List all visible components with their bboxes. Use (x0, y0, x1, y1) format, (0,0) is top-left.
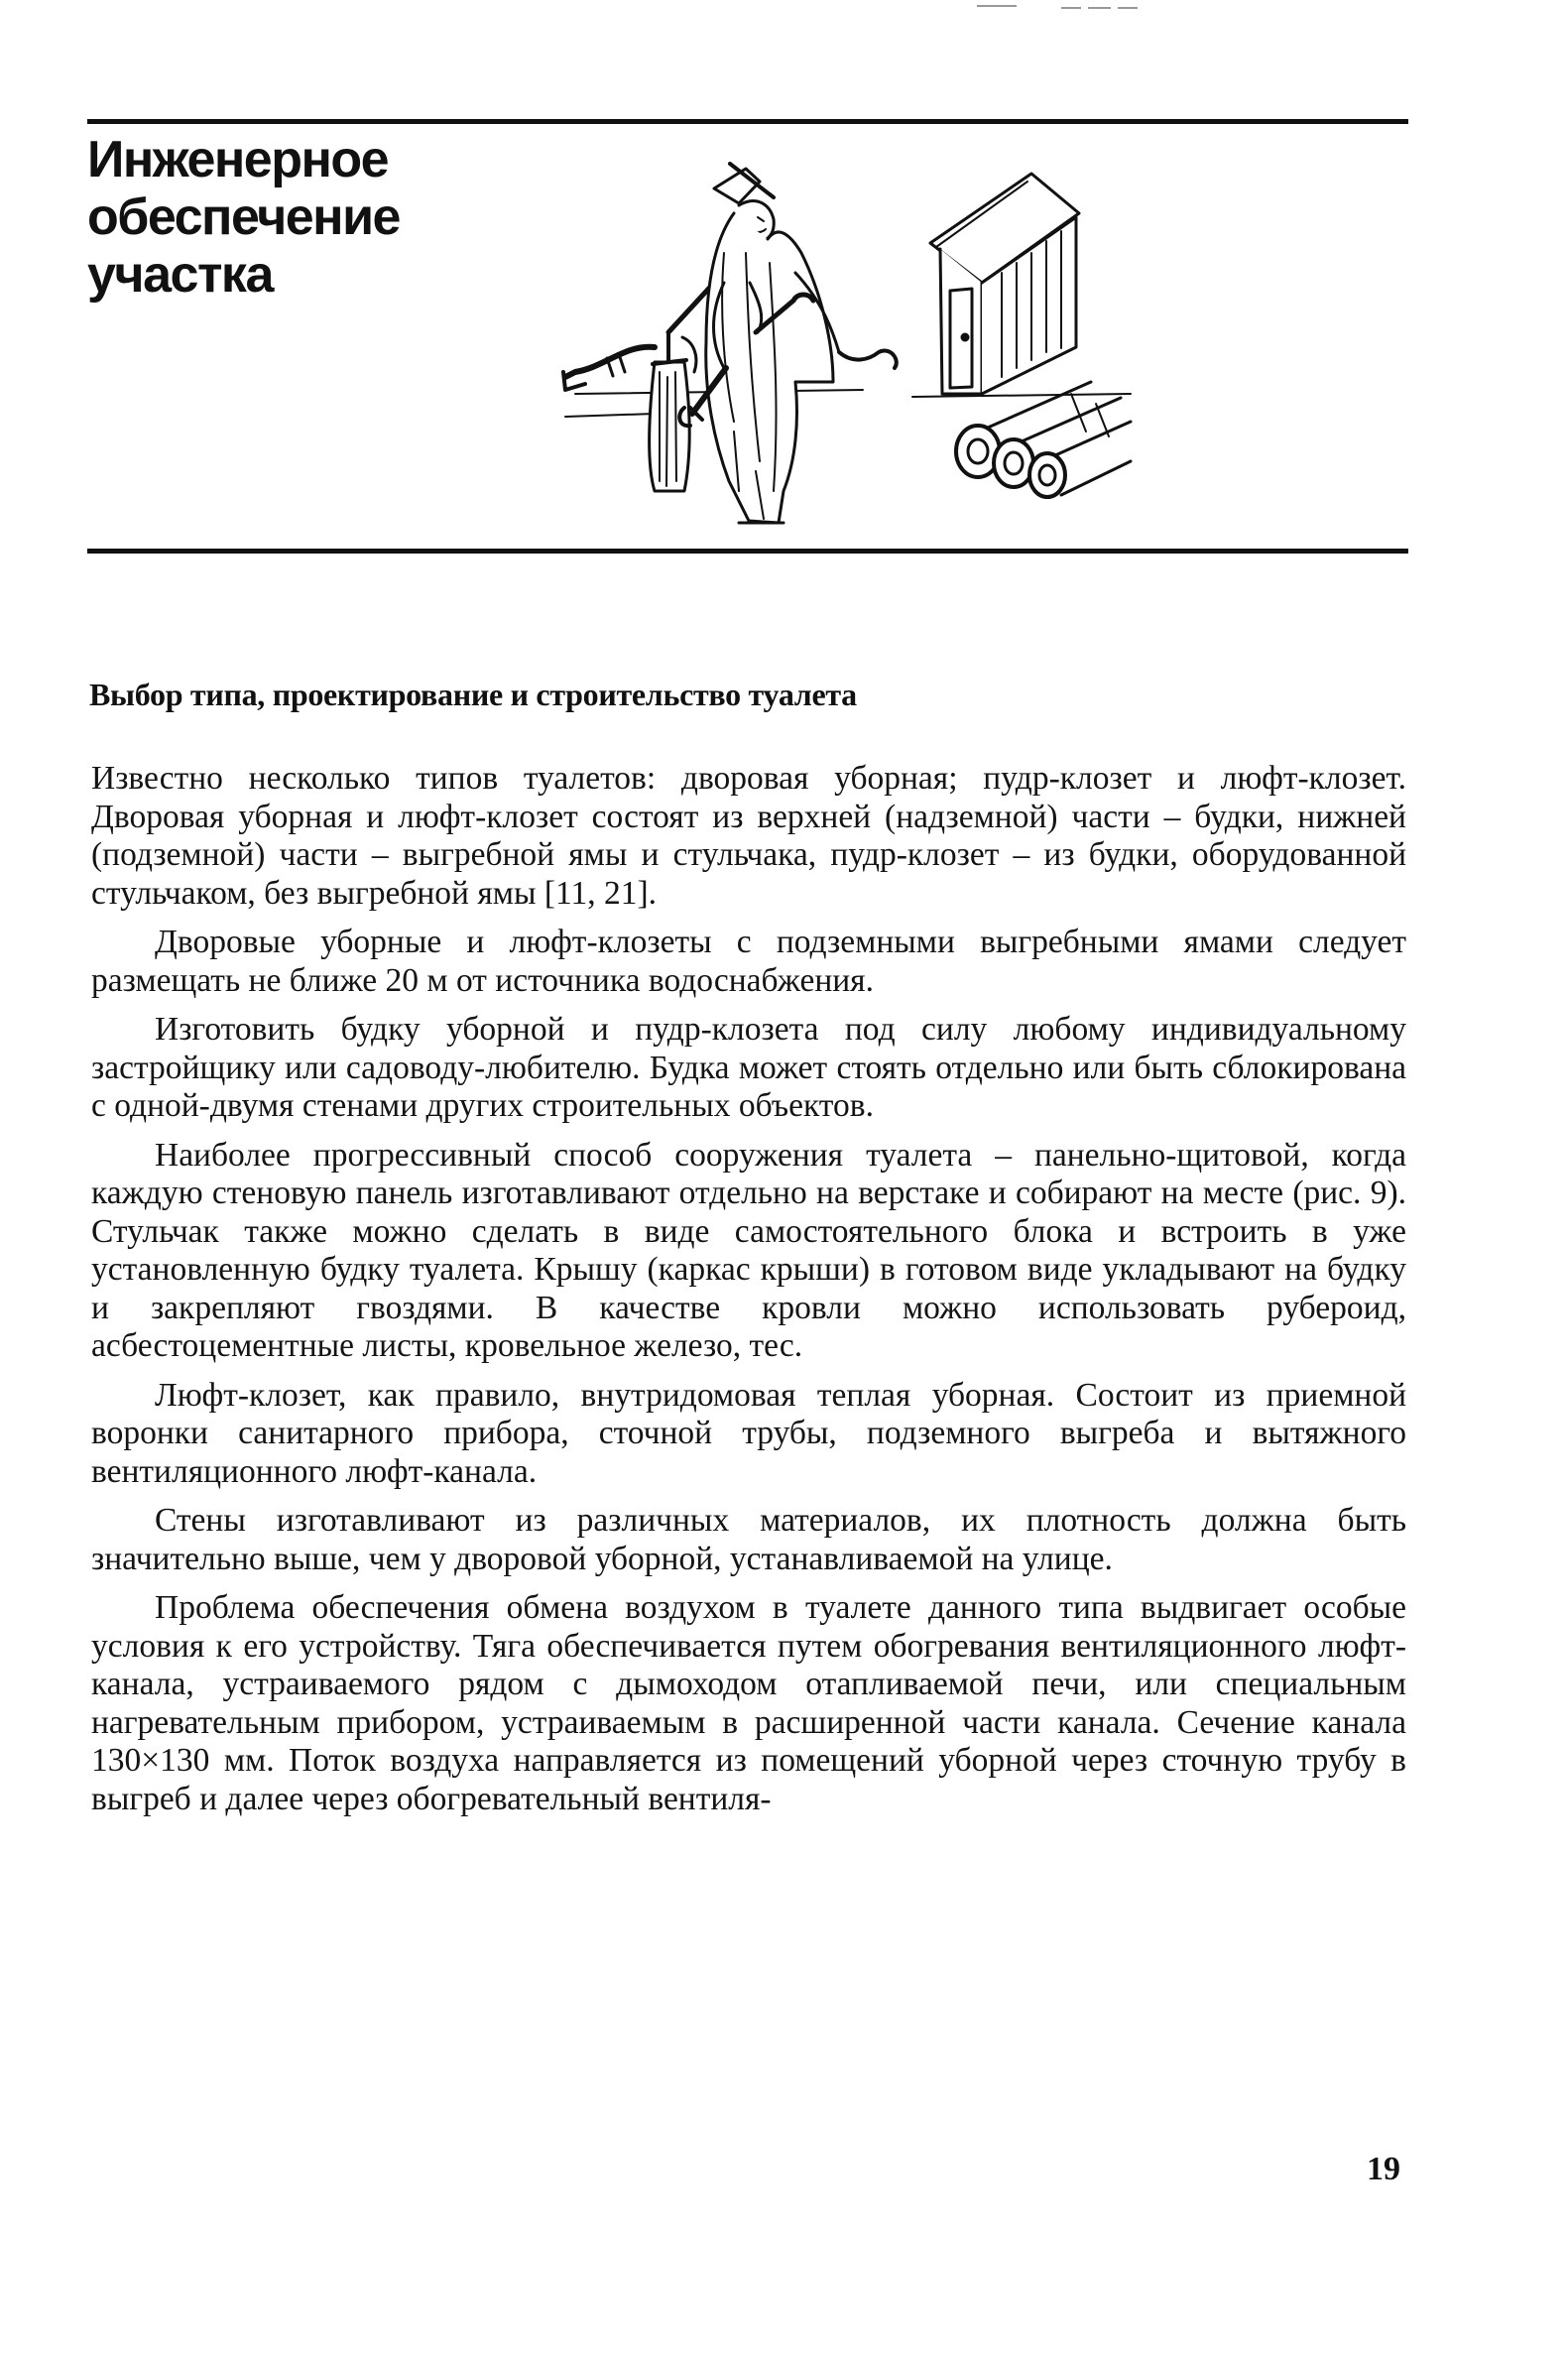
header-top-rule (87, 119, 1408, 124)
page-number: 19 (1367, 2151, 1400, 2187)
paragraph-4: Наиболее прогрессивный способ сооружения туалета – панельно-щитовой, когда каждую стеновую панель изготавливают отдельно на верстаке и собирают на месте (рис. 9). Стульчак также можно сделать в виде самостоятельного блока и встроить в уже установленную будку туалета. Крышу (каркас крыши) в готовом виде укладывают на будку и закрепляют гвоздями. В качестве кровли можно использовать рубероид, асбестоцементные листы, кровельное железо, тес. (91, 1136, 1406, 1364)
section-heading: Выбор типа, проектирование и строительство туалета (89, 677, 857, 712)
paragraph-2: Дворовые уборные и люфт-клозеты с подземными выгребными ямами следует размещать не ближе 20 м от источника водоснабжения. (91, 924, 1406, 999)
paragraph-7: Проблема обеспечения обмена воздухом в туалете данного типа выдвигает особые условия к его устройству. Тяга обеспечивается путем обогревания вентиляционного люфт-канала, устраиваемого рядом с дымоходом отапливаемой печи, или специальным нагревательным прибором, устраиваемым в расширенной части канала. Сечение канала 130×130 мм. Поток воздуха направляется из помещений уборной через сточную трубу в выгреб и далее через обогревательный вентиля- (91, 1589, 1406, 1817)
paragraph-6: Стены изготавливают из различных материалов, их плотность должна быть значительно выше, чем у дворовой уборной, устанавливаемой на улице. (91, 1502, 1406, 1577)
chapter-title-line-3: участка (87, 246, 273, 304)
outhouse-icon (930, 174, 1079, 394)
plumber-figure-icon (679, 164, 897, 523)
pipes-icon (956, 382, 1131, 497)
chapter-title-line-1: Инженерное (87, 131, 389, 188)
paragraph-1: Известно несколько типов туалетов: дворовая уборная; пудр-клозет и люфт-клозет. Дворовая уборная и люфт-клозет состоят из верхней (надземной) части – будки, нижней (подземной) части – выгребной ямы и стульчака, пудр-клозет – из будки, оборудованной стульчаком, без выгребной ямы [11, 21]. (91, 760, 1406, 912)
chapter-title (87, 131, 504, 304)
paragraph-5: Люфт-клозет, как правило, внутридомовая теплая уборная. Состоит из приемной воронки санитарного прибора, сточной трубы, подземного выгреба и вытяжного вентиляционного люфт-канала. (91, 1376, 1406, 1490)
chapter-title-line-2: обеспечение (87, 188, 400, 246)
header-bottom-rule (87, 549, 1408, 554)
engineer-cartoon-illustration (536, 134, 1141, 541)
body-text (91, 760, 1406, 1829)
scan-marks (977, 0, 1146, 14)
paragraph-3: Изготовить будку уборной и пудр-клозета под силу любому индивидуальному застройщику или садоводу-любителю. Будка может стоять отдельно или быть сблокирована с одной-двумя стенами других строительных объектов. (91, 1011, 1406, 1124)
